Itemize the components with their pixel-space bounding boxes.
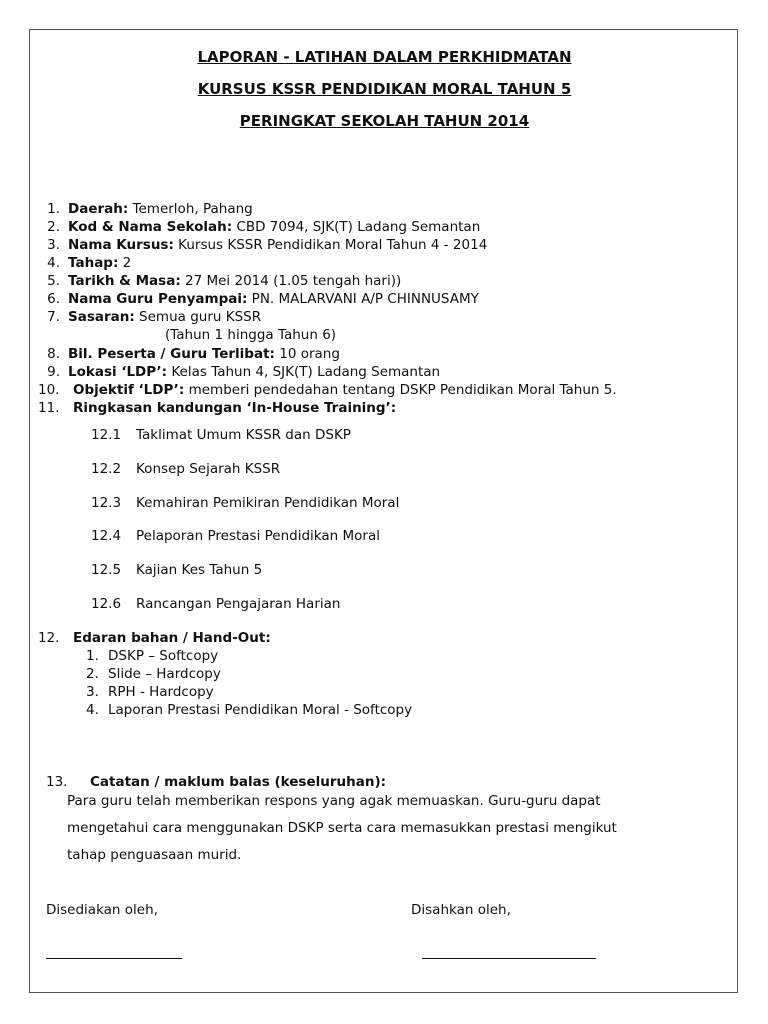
feedback-line: tahap penguasaan murid. (67, 847, 242, 863)
prepared-by-label: Disediakan oleh, (46, 902, 158, 918)
handout-item: 3. RPH - Hardcopy (86, 684, 214, 700)
report-page: LAPORAN - LATIHAN DALAM PERKHIDMATAN KURSUS KSSR PENDIDIKAN MORAL TAHUN 5 PERINGKAT SEKOLAH TAHUN 2014 1. Daerah: Temerloh, Pahang 2. Kod & Nama Sekolah: CBD 7094, SJK(T) Ladang Semantan 3. Nama Kursus: Kursus KSSR Pendidikan Moral Tahun 4 - 2014 4. Tahap: 2 5. Tarikh & Masa: 27 Mei 2014 (1.05 tengah hari)) 6. Nama Guru Penyampai: PN. MALARVANI A/P CHINNUSAMY 7. Sasaran: Semua guru KSSR (Tahun 1 hingga Tahun 6) 8. Bil. Peserta / Guru Terlibat: 10 orang 9. Lokasi ‘LDP’: Kelas Tahun 4, SJK(T) Ladang Semantan 10. Objektif ‘LDP’: memberi pendedahan tentang DSKP Pendidikan Moral Tahun 5. 11. Ringkasan kandungan ‘In-House Training’: 12.1 Taklimat Umum KSSR dan DSKP 12.2 Konsep Sejarah KSSR 12.3 Kemahiran Pemikiran Pendidikan Moral 12.4 Pelaporan Prestasi Pendidikan Moral 12.5 Kajian Kes Tahun 5 12.6 Rancangan Pengajaran Harian 12. Edaran bahan / Hand-Out: 1. DSKP – Softcopy 2. Slide – Hardcopy 3. RPH - Hardcopy 4. Laporan Prestasi Pendidikan Moral - Softcopy 13. Catatan / maklum balas (keseluruhan): Para guru telah memberikan respons yang agak memuaskan. Guru-guru dapat mengetahui cara menggunakan DSKP serta cara memasukkan prestasi mengikut tahap penguasaan murid. Disediakan oleh, Disahkan oleh, (29, 29, 738, 993)
title-line-1: LAPORAN - LATIHAN DALAM PERKHIDMATAN (197, 48, 572, 66)
handout-item: 1. DSKP – Softcopy (86, 648, 219, 664)
training-item: 12.6 Rancangan Pengajaran Harian (91, 596, 341, 612)
training-item: 12.1 Taklimat Umum KSSR dan DSKP (91, 427, 351, 443)
prepared-signature-line (46, 958, 182, 959)
list-item-continuation: (Tahun 1 hingga Tahun 6) (165, 327, 337, 343)
feedback-line: Para guru telah memberikan respons yang agak memuaskan. Guru-guru dapat (67, 793, 601, 809)
training-item: 12.2 Konsep Sejarah KSSR (91, 461, 281, 477)
handout-item: 2. Slide – Hardcopy (86, 666, 221, 682)
feedback-line: mengetahui cara menggunakan DSKP serta cara memasukkan prestasi mengikut (67, 820, 617, 836)
approved-signature-line (422, 958, 596, 959)
feedback-heading: 13. Catatan / maklum balas (keseluruhan): (46, 774, 387, 790)
handout-item: 4. Laporan Prestasi Pendidikan Moral - Softcopy (86, 702, 413, 718)
title-line-2: KURSUS KSSR PENDIDIKAN MORAL TAHUN 5 (197, 80, 572, 98)
training-item: 12.5 Kajian Kes Tahun 5 (91, 562, 263, 578)
approved-by-label: Disahkan oleh, (411, 902, 511, 918)
training-item: 12.3 Kemahiran Pemikiran Pendidikan Moral (91, 495, 400, 511)
title-line-3: PERINGKAT SEKOLAH TAHUN 2014 (239, 112, 530, 130)
training-item: 12.4 Pelaporan Prestasi Pendidikan Moral (91, 528, 380, 544)
